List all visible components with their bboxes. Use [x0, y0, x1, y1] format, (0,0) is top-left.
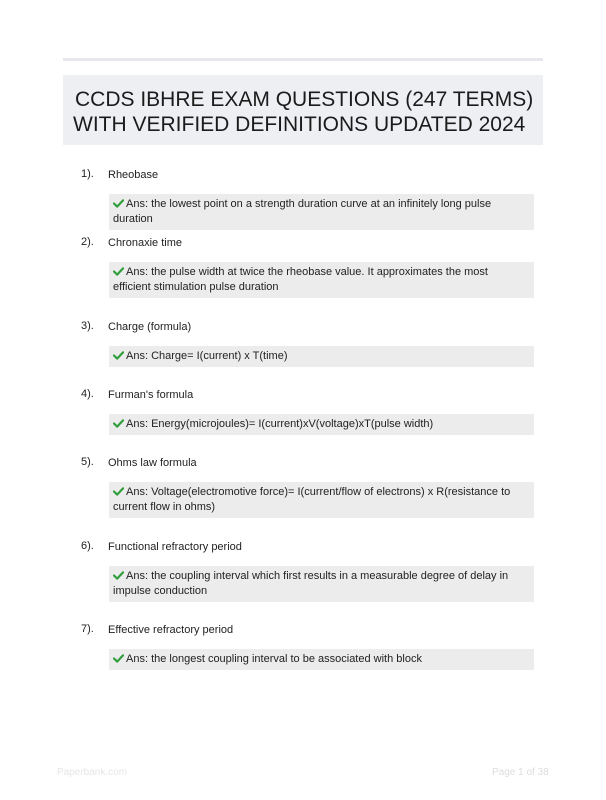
answer-text: Ans: Energy(microjoules)= I(current)xV(voltage)xT(pulse width)	[126, 418, 434, 430]
answer-box	[109, 566, 534, 602]
checkmark-icon	[113, 351, 124, 360]
answer-text: Ans: the coupling interval which first results in a measurable degree of delay in impulse conduction	[113, 570, 509, 597]
top-divider	[63, 58, 543, 61]
question-term: Furman's formula	[108, 389, 194, 401]
checkmark-icon	[113, 654, 124, 663]
answer-box	[109, 649, 534, 670]
question-number: 2).	[81, 236, 94, 248]
question-term: Ohms law formula	[108, 457, 197, 469]
question-term: Rheobase	[108, 169, 159, 181]
question-number: 7).	[81, 623, 94, 635]
answer-text: Ans: Charge= I(current) x T(time)	[126, 350, 288, 362]
checkmark-icon	[113, 419, 124, 428]
page-number: Page 1 of 38	[492, 767, 549, 778]
answer-box	[109, 194, 534, 230]
answer-box	[109, 414, 534, 435]
answer-text: Ans: Voltage(electromotive force)= I(current/flow of electrons) x R(resistance to current flow in ohms)	[113, 486, 511, 513]
question-number: 4).	[81, 388, 94, 400]
question-number: 5).	[81, 456, 94, 468]
title-line-2: WITH VERIFIED DEFINITIONS UPDATED 2024	[73, 113, 526, 136]
question-number: 3).	[81, 320, 94, 332]
question-term: Charge (formula)	[108, 321, 192, 333]
question-term: Functional refractory period	[108, 541, 242, 553]
checkmark-icon	[113, 487, 124, 496]
question-number: 6).	[81, 540, 94, 552]
question-number: 1).	[81, 168, 94, 180]
answer-box	[109, 262, 534, 298]
answer-text: Ans: the longest coupling interval to be associated with block	[126, 653, 422, 665]
footer-watermark: Paperbank.com	[57, 767, 128, 778]
answer-text: Ans: the pulse width at twice the rheobase value. It approximates the most efficient stimulation pulse duration	[113, 266, 488, 293]
answer-box	[109, 482, 534, 518]
question-term: Effective refractory period	[108, 624, 234, 636]
checkmark-icon	[113, 571, 124, 580]
document-title	[63, 75, 543, 145]
checkmark-icon	[113, 199, 124, 208]
checkmark-icon	[113, 267, 124, 276]
answer-box	[109, 346, 534, 367]
title-line-1: CCDS IBHRE EXAM QUESTIONS (247 TERMS)	[75, 88, 534, 111]
question-term: Chronaxie time	[108, 237, 182, 249]
answer-text: Ans: the lowest point on a strength duration curve at an infinitely long pulse duration	[113, 198, 492, 225]
